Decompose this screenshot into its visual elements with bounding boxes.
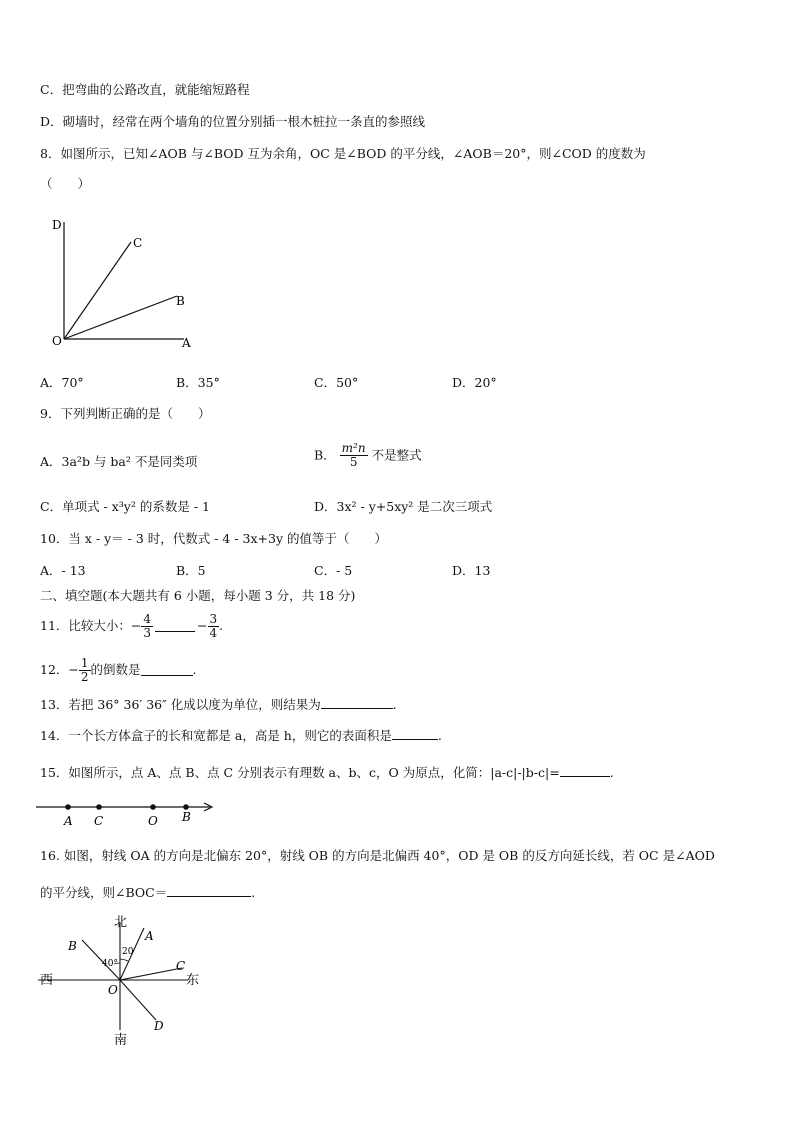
fraction-numerator: m²n xyxy=(341,441,366,455)
label-o: O xyxy=(52,334,62,348)
label-angle-20: 20 xyxy=(122,947,134,957)
q10-option-a: A．- 13 xyxy=(40,563,86,578)
label-c: C xyxy=(94,814,104,828)
q8-option-c: C．50° xyxy=(314,375,359,390)
q11 xyxy=(40,606,223,646)
q11-answer-blank[interactable] xyxy=(155,631,195,632)
q10-option-d: D．13 xyxy=(452,563,491,578)
ray-od xyxy=(120,980,156,1020)
q11-end: . xyxy=(219,618,224,633)
q16-direction-figure xyxy=(38,912,218,1052)
ray-ob xyxy=(64,296,177,339)
q8-option-a: A．70° xyxy=(40,375,84,390)
label-angle-40: 40° xyxy=(102,959,118,969)
label-a: A xyxy=(145,929,154,943)
q15-answer-blank[interactable] xyxy=(560,776,610,777)
q15-number-line xyxy=(36,797,220,829)
ray-oc xyxy=(64,242,131,339)
label-c: C xyxy=(176,959,186,973)
angle-arc-20 xyxy=(120,959,128,961)
q13-answer-blank[interactable] xyxy=(321,708,393,709)
q12-minus: − xyxy=(68,662,79,677)
fraction-denominator: 3 xyxy=(143,625,152,640)
point-c xyxy=(96,804,102,810)
label-south: 南 xyxy=(114,1033,128,1048)
label-c: C xyxy=(133,236,143,250)
label-east: 东 xyxy=(186,973,200,988)
q9-option-c: C．单项式 - x³y² 的系数是 - 1 xyxy=(40,499,210,514)
q16-answer-blank[interactable] xyxy=(167,896,251,897)
label-north: 北 xyxy=(114,915,128,930)
q11-prefix: 11．比较大小： xyxy=(40,618,131,633)
q12-fraction xyxy=(79,657,91,684)
q9-option-b-fraction xyxy=(340,442,368,469)
q7-option-c: C．把弯曲的公路改直，就能缩短路程 xyxy=(40,82,250,97)
label-b: B xyxy=(182,810,191,824)
q9-option-b-prefix: B． xyxy=(314,447,336,463)
label-o: O xyxy=(148,814,158,828)
q9-option-a: A．3a²b 与 ba² 不是同类项 xyxy=(40,454,198,469)
label-a: A xyxy=(64,814,73,828)
label-o: O xyxy=(108,983,118,997)
q14-answer-blank[interactable] xyxy=(392,739,438,740)
q12-end: . xyxy=(192,662,197,677)
label-b: B xyxy=(68,939,77,953)
q12 xyxy=(40,650,197,690)
q12-prefix: 12． xyxy=(40,662,69,677)
q14 xyxy=(40,728,442,744)
q12-text: 的倒数是 xyxy=(90,662,141,677)
q9-option-b-suffix: 不是整式 xyxy=(371,447,422,463)
q8-paren: （ ） xyxy=(40,176,91,191)
q13 xyxy=(40,697,397,713)
point-b xyxy=(183,804,189,810)
point-a xyxy=(65,804,71,810)
q16-line1: 16. 如图，射线 OA 的方向是北偏东 20°，射线 OB 的方向是北偏西 40°，OD 是 OB 的反方向延长线，若 OC 是∠AOD xyxy=(40,848,715,863)
q13-end: . xyxy=(392,697,397,712)
q12-answer-blank[interactable] xyxy=(141,675,193,676)
q13-text: 13．若把 36° 36′ 36″ 化成以度为单位，则结果为 xyxy=(40,697,321,712)
q15 xyxy=(40,765,614,781)
q10-stem: 10．当 x - y＝ - 3 时，代数式 - 4 - 3x+3y 的值等于（ ） xyxy=(40,531,388,546)
q10-option-c: C．- 5 xyxy=(314,563,353,578)
q7-option-d: D．砌墙时，经常在两个墙角的位置分别插一根木桩拉一条直的参照线 xyxy=(40,114,426,129)
q11-minus-1: − xyxy=(130,618,142,633)
label-west: 西 xyxy=(40,973,54,988)
q9-option-b xyxy=(314,442,422,469)
label-a: A xyxy=(182,336,191,350)
q8-option-b: B．35° xyxy=(176,375,220,390)
q9-stem: 9．下列判断正确的是（ ） xyxy=(40,406,211,421)
q11-minus-2: − xyxy=(197,618,208,633)
fraction-numerator: 4 xyxy=(143,611,152,626)
q9-option-d: D．3x² - y+5xy² 是二次三项式 xyxy=(314,499,493,514)
ray-oc xyxy=(120,968,182,980)
fraction-denominator: 2 xyxy=(80,669,89,684)
label-d: D xyxy=(52,218,62,232)
label-b: B xyxy=(176,294,185,308)
q11-fraction-2 xyxy=(208,613,220,640)
q11-fraction-1 xyxy=(141,613,153,640)
q15-end: . xyxy=(609,765,614,780)
q8-stem: 8．如图所示，已知∠AOB 与∠BOD 互为余角，OC 是∠BOD 的平分线，∠AOB＝20°，则∠COD 的度数为 xyxy=(40,146,646,161)
q14-end: . xyxy=(437,728,442,743)
q15-text: 15．如图所示，点 A、点 B、点 C 分别表示有理数 a、b、c，O 为原点，化简：|a-c|-|b-c|= xyxy=(40,765,560,780)
section2-heading: 二、填空题(本大题共有 6 小题，每小题 3 分，共 18 分) xyxy=(40,588,356,603)
fraction-denominator: 5 xyxy=(349,455,358,469)
q8-angle-figure xyxy=(44,212,214,352)
q10-option-b: B．5 xyxy=(176,563,206,578)
q16-text: 的平分线，则∠BOC＝ xyxy=(40,885,168,900)
q14-text: 14．一个长方体盒子的长和宽都是 a，高是 h，则它的表面积是 xyxy=(40,728,392,743)
label-d: D xyxy=(154,1019,164,1033)
q16-end: . xyxy=(251,885,256,900)
q8-option-d: D．20° xyxy=(452,375,497,390)
q16-line2 xyxy=(40,885,255,901)
fraction-numerator: 1 xyxy=(80,655,89,670)
point-o xyxy=(150,804,156,810)
fraction-numerator: 3 xyxy=(209,611,218,626)
fraction-denominator: 4 xyxy=(209,625,218,640)
